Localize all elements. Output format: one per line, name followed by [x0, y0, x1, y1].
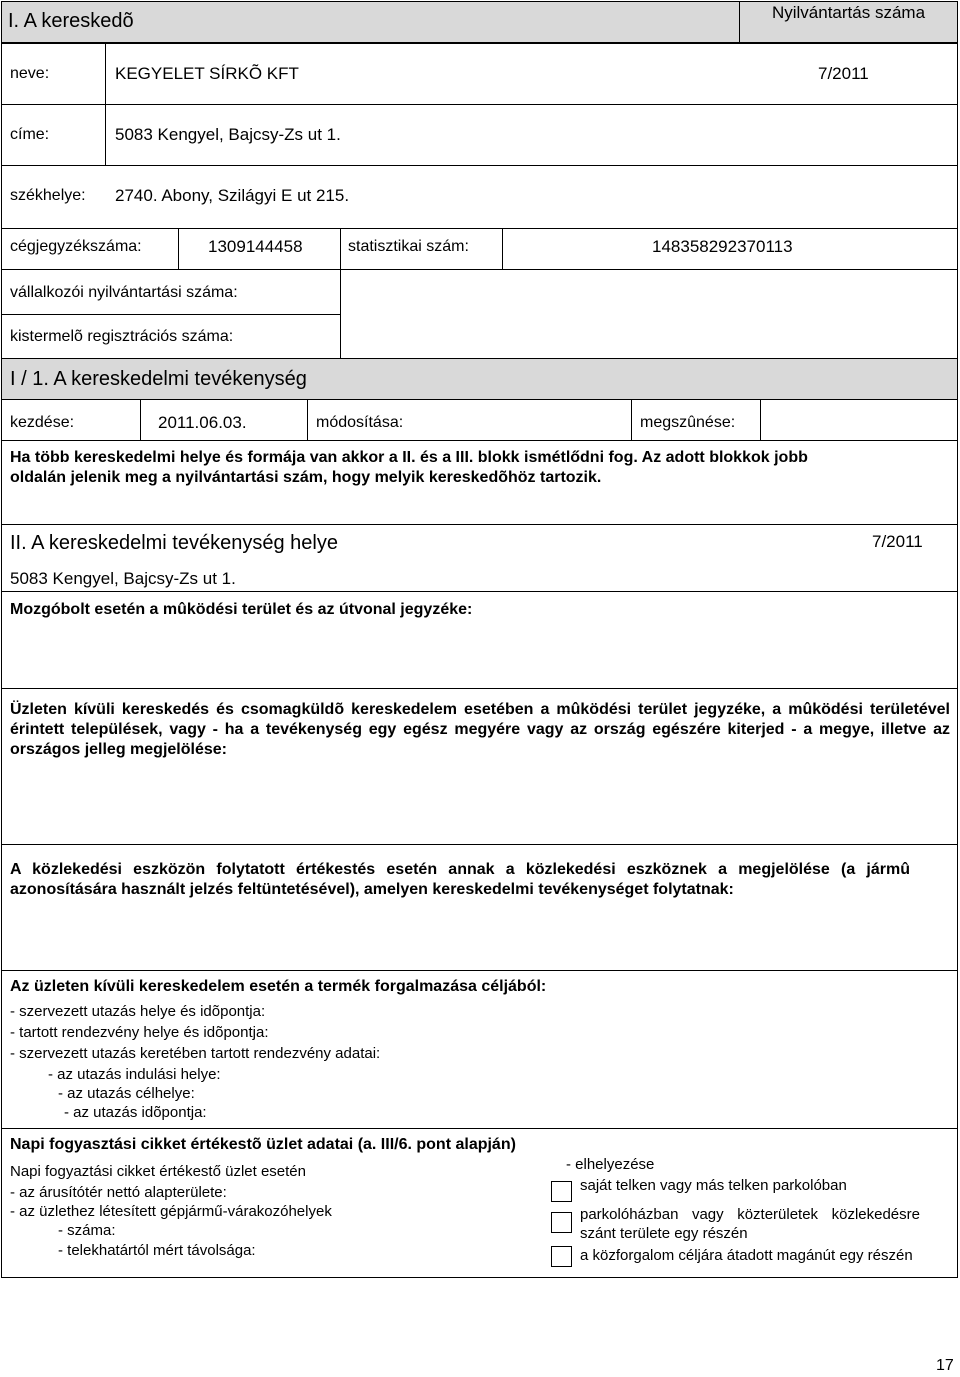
company-reg-value: 1309144458 [208, 237, 303, 256]
outside-store-title: Az üzleten kívüli kereskedelem esetén a termék forgalmazása céljából: [10, 978, 547, 995]
outside-store-item-2: - tartott rendezvény helye és idõpontja: [10, 1024, 269, 1041]
registration-label: Nyilvántartás száma [771, 3, 926, 22]
daily-left-5: - telekhatártól mért távolsága: [58, 1242, 256, 1259]
trip-item-3: - az utazás idõpontja: [64, 1104, 207, 1121]
section-ii-title: II. A kereskedelmi tevékenység helye [10, 532, 338, 554]
daily-left-3: - az üzlethez létesített gépjármű-várakozóhelyek [10, 1203, 332, 1220]
option-private-road-label: a közforgalom céljára átadott magánút egy részén [580, 1247, 913, 1264]
start-label: kezdése: [10, 414, 75, 431]
company-reg-label: cégjegyzékszáma: [10, 238, 142, 255]
outside-store-item-3: - szervezett utazás keretében tartott rendezvény adatai: [10, 1045, 381, 1062]
option-garage-checkbox[interactable] [551, 1212, 572, 1233]
activity-dates-row [1, 399, 958, 441]
registration-number: 7/2011 [818, 64, 869, 83]
daily-left-1: Napi fogyaztási cikket értékestő üzlet esetén [10, 1163, 306, 1180]
outside-store-label: Üzleten kívüli kereskedés és csomagküldõ kereskedelem esetében a mûködési terület jegyzéke, a mûködési területével érintett települések, vagy - ha a tevékenység egy egész megyére vagy az ország egészére kiterjed - a megye, illetve az országos jelleg megjelölése: [10, 701, 950, 758]
end-label: megszûnése: [640, 414, 736, 431]
outside-store-item-1: - szervezett utazás helye és idõpontja: [10, 1003, 266, 1020]
daily-goods-title: Napi fogyasztási cikket értékestõ üzlet adatai (a. III/6. pont alapján) [10, 1136, 516, 1153]
stat-label: statisztikai szám: [348, 238, 469, 255]
trip-item-1: - az utazás indulási helye: [48, 1066, 221, 1083]
start-value: 2011.06.03. [158, 413, 247, 432]
section-i-title: I. A kereskedõ [8, 10, 134, 32]
daily-left-4: - száma: [58, 1222, 116, 1239]
option-garage-label: parkolóházban vagy közterületek közlekedésre szánt területe egy részén [580, 1206, 920, 1242]
section-ii-reg-number: 7/2011 [872, 532, 923, 551]
vehicle-label: A közlekedési eszközön folytatott értékestés esetén annak a közlekedési eszköznek a megjelölése (a jármû azonosítására használt jelzés feltüntetésével), amelyen kereskedelmi tevékenységet folytatnak: [10, 861, 910, 898]
address-value: 5083 Kengyel, Bajcsy-Zs ut 1. [115, 125, 341, 144]
farmer-label: kistermelõ regisztrációs száma: [10, 328, 234, 345]
option-own-lot-label: saját telken vagy más telken parkolóban [580, 1177, 847, 1194]
name-value: KEGYELET SÍRKÕ KFT [115, 64, 299, 83]
mobile-shop-label: Mozgóbolt esetén a mûködési terület és az útvonal jegyzéke: [10, 601, 473, 618]
page-number: 17 [936, 1357, 954, 1374]
location-label: - elhelyezése [566, 1156, 655, 1173]
company-reg-row [1, 228, 958, 270]
activity-note: Ha több kereskedelmi helye és formája van akkor a II. és a III. blokk ismétlődni fog. Az adott blokkok jobb oldalán jelenik meg a nyilvántartási szám, hogy melyik kereskedõhöz tartozik. [10, 449, 808, 486]
option-private-road-checkbox[interactable] [551, 1246, 572, 1267]
daily-left-2: - az árusítótér nettó alapterülete: [10, 1184, 227, 1201]
seat-value: 2740. Abony, Szilágyi E ut 215. [115, 186, 350, 205]
trip-item-2: - az utazás célhelye: [58, 1085, 195, 1102]
activity-title: I / 1. A kereskedelmi tevékenység [10, 368, 307, 390]
option-own-lot-checkbox[interactable] [551, 1181, 572, 1202]
place-address: 5083 Kengyel, Bajcsy-Zs ut 1. [10, 569, 236, 588]
stat-value: 148358292370113 [652, 237, 793, 256]
entrepreneur-label: vállalkozói nyilvántartási száma: [10, 284, 238, 301]
seat-label: székhelye: [10, 187, 86, 204]
name-label: neve: [10, 65, 50, 82]
address-label: címe: [10, 126, 50, 143]
modified-label: módosítása: [316, 414, 404, 431]
